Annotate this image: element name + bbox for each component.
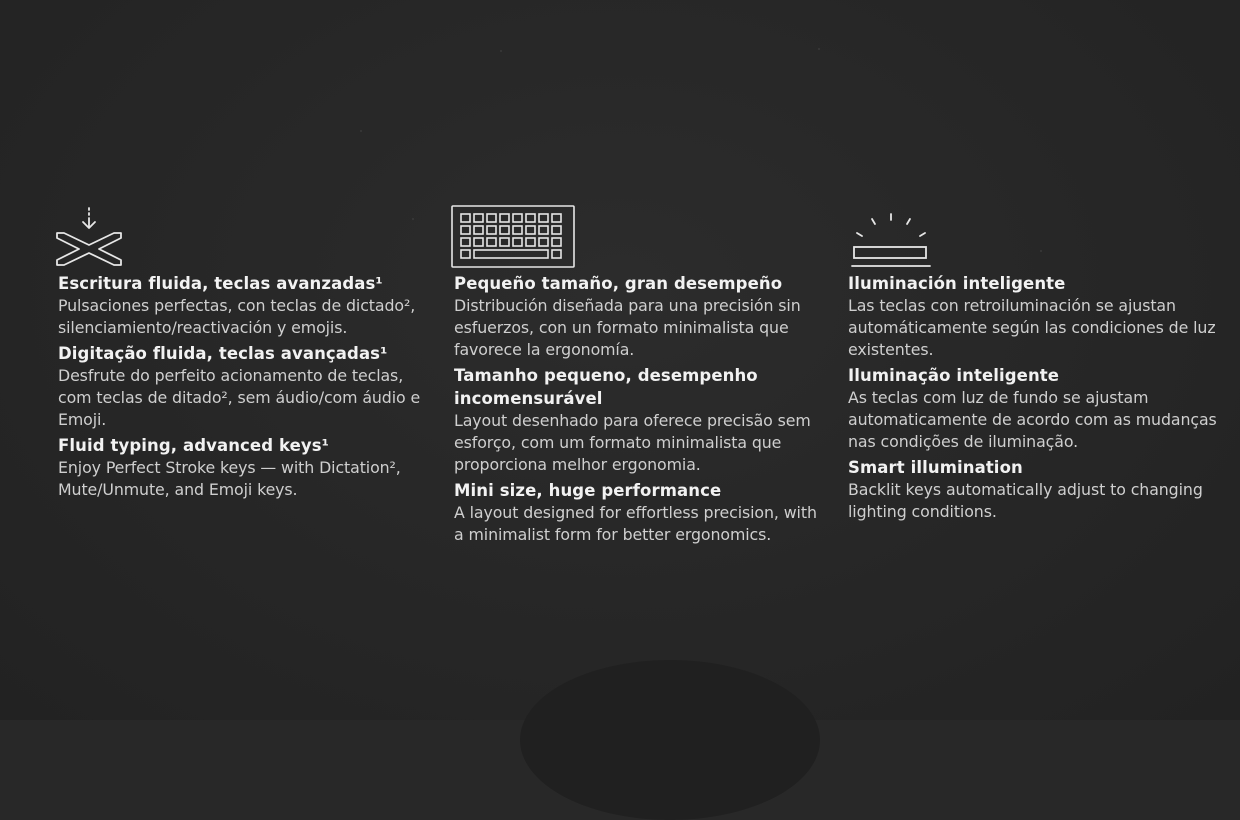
feature-block xyxy=(58,342,428,431)
texture-speck xyxy=(818,48,820,50)
feature-description: Enjoy Perfect Stroke keys — with Dictation², Mute/Unmute, and Emoji keys. xyxy=(58,458,401,499)
feature-title: Pequeño tamaño, gran desempeño xyxy=(454,274,783,293)
feature-block xyxy=(848,456,1228,523)
feature-title: Fluid typing, advanced keys¹ xyxy=(58,436,329,455)
keyboard-icon xyxy=(451,204,577,270)
feature-description: Layout desenhado para oferece precisão sem esforço, com um formato minimalista que proporciona melhor ergonomia. xyxy=(454,411,811,474)
feature-block xyxy=(58,272,428,339)
feature-title: Escritura fluida, teclas avanzadas¹ xyxy=(58,274,383,293)
feature-description: As teclas com luz de fundo se ajustam automaticamente de acordo com as mudanças nas condições de iluminação. xyxy=(848,388,1217,451)
feature-title: Tamanho pequeno, desempenho incomensurável xyxy=(454,366,758,408)
feature-block xyxy=(454,364,824,476)
feature-description: A layout designed for effortless precision, with a minimalist form for better ergonomics. xyxy=(454,503,817,544)
feature-column-typing xyxy=(58,200,428,504)
feature-block xyxy=(58,434,428,501)
backlight-icon xyxy=(850,210,940,272)
feature-description: Backlit keys automatically adjust to changing lighting conditions. xyxy=(848,480,1203,521)
texture-speck xyxy=(360,130,362,132)
feature-title: Iluminação inteligente xyxy=(848,366,1060,385)
feature-title: Digitação fluida, teclas avançadas¹ xyxy=(58,344,388,363)
feature-column-size xyxy=(454,200,824,549)
feature-block xyxy=(848,272,1228,361)
feature-column-illumination xyxy=(848,200,1228,526)
feature-description: Distribución diseñada para una precisión sin esfuerzos, con un formato minimalista que favorece la ergonomía. xyxy=(454,296,801,359)
feature-title: Mini size, huge performance xyxy=(454,481,722,500)
keystroke-icon xyxy=(55,205,127,277)
texture-speck xyxy=(500,50,502,52)
feature-block xyxy=(454,479,824,546)
feature-title: Smart illumination xyxy=(848,458,1023,477)
feature-block xyxy=(454,272,824,361)
feature-description: Desfrute do perfeito acionamento de teclas, com teclas de ditado², sem áudio/com áudio e Emoji. xyxy=(58,366,421,429)
feature-description: Pulsaciones perfectas, con teclas de dictado², silenciamiento/reactivación y emojis. xyxy=(58,296,416,337)
feature-block xyxy=(848,364,1228,453)
feature-description: Las teclas con retroiluminación se ajustan automáticamente según las condiciones de luz existentes. xyxy=(848,296,1216,359)
feature-title: Iluminación inteligente xyxy=(848,274,1066,293)
bottom-curve-shape xyxy=(520,660,820,820)
